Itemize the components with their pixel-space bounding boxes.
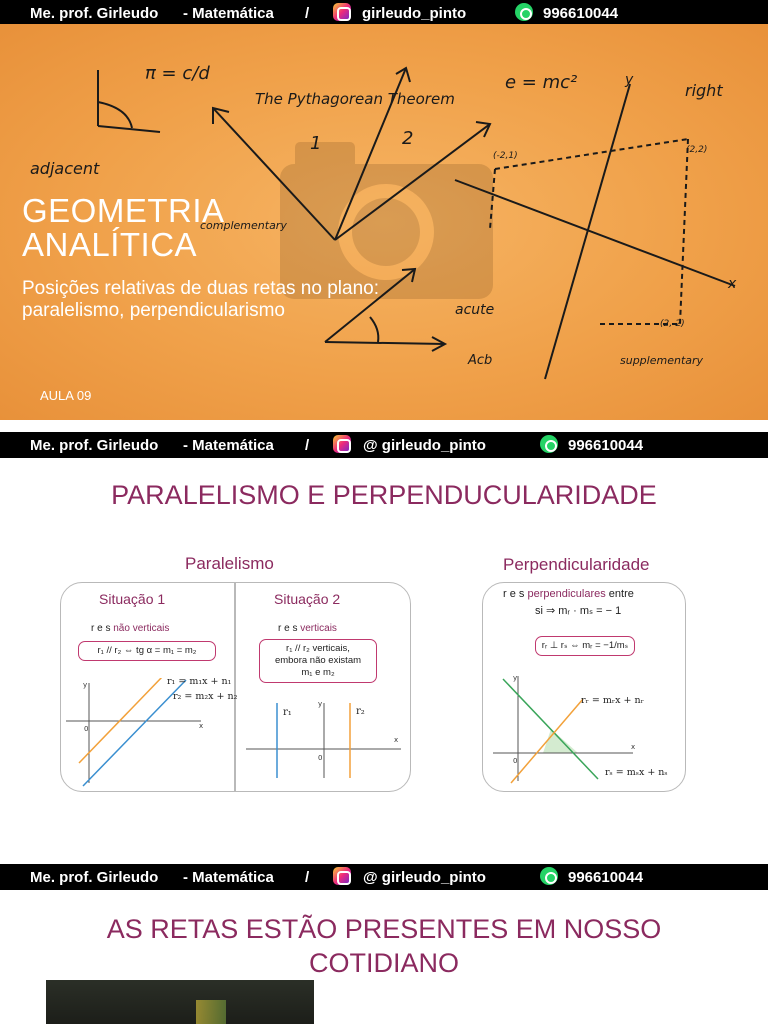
equation-rs: rₛ = mₛx + nₛ bbox=[605, 767, 668, 778]
phone-number[interactable]: 996610044 bbox=[568, 868, 644, 886]
y-axis-label: y bbox=[625, 72, 634, 88]
right-label: right bbox=[685, 81, 723, 100]
perpendicular-box bbox=[482, 582, 686, 792]
parallel-box bbox=[60, 582, 411, 792]
subject-label: - Matemática bbox=[183, 4, 274, 22]
y-label-1: y bbox=[83, 681, 88, 689]
situation-2-note: r₁ // r₂ verticais, embora não existam m₁ e m₂ bbox=[259, 639, 377, 683]
teacher-name: Me. prof. Girleudo bbox=[30, 4, 159, 22]
instagram-icon bbox=[333, 867, 351, 885]
content-slide bbox=[0, 458, 768, 858]
origin-label-3: 0 bbox=[513, 757, 518, 765]
lesson-number: AULA 09 bbox=[40, 388, 92, 403]
parallel-heading: Paralelismo bbox=[185, 554, 274, 573]
instagram-icon bbox=[333, 3, 351, 21]
y-label-2: y bbox=[318, 700, 323, 708]
pi-formula: π = c/d bbox=[145, 63, 210, 84]
x-label-1: x bbox=[199, 722, 204, 730]
label-r1: r₁ bbox=[283, 707, 292, 718]
situation-1-title: Situação 1 bbox=[99, 591, 166, 607]
subject-label: - Matemática bbox=[183, 868, 274, 886]
equation-rr: rᵣ = mᵣx + nᵣ bbox=[581, 695, 644, 706]
teacher-name: Me. prof. Girleudo bbox=[30, 436, 159, 454]
complementary-label: complementary bbox=[200, 219, 287, 232]
separator: / bbox=[305, 436, 310, 454]
instagram-handle[interactable]: @ girleudo_pinto bbox=[363, 868, 486, 886]
x-label-2: x bbox=[394, 736, 399, 744]
slide-3-title: AS RETAS ESTÃO PRESENTES EM NOSSO COTIDIANO bbox=[106, 914, 662, 978]
situation-1-formula: r₁ // r₂ ⇔ tg α = m₁ = m₂ bbox=[78, 641, 216, 661]
phone-number[interactable]: 996610044 bbox=[543, 4, 619, 22]
photo-highlight bbox=[196, 1000, 226, 1024]
emc2-label: e = mc² bbox=[505, 72, 578, 93]
whatsapp-icon bbox=[540, 867, 558, 885]
perp-formula: rᵣ ⊥ rₛ ⇔ mᵣ = −1/mₛ bbox=[535, 636, 635, 656]
supplementary-label: supplementary bbox=[620, 354, 704, 367]
origin-label-2: 0 bbox=[318, 754, 323, 762]
instagram-icon bbox=[333, 435, 351, 453]
situation-2-title: Situação 2 bbox=[274, 591, 341, 607]
cover-title bbox=[22, 194, 225, 262]
teacher-name: Me. prof. Girleudo bbox=[30, 868, 159, 886]
arrow-label-1: 1 bbox=[310, 133, 322, 154]
perp-condition-line2: si ⇒ mᵣ · mₛ = − 1 bbox=[535, 605, 622, 617]
header-banner-2 bbox=[0, 432, 768, 458]
point-label-2: (2,2) bbox=[686, 145, 708, 155]
instagram-handle[interactable]: girleudo_pinto bbox=[362, 4, 467, 22]
cover-subtitle: Posições relativas de duas retas no plano: paralelismo, perpendicularismo bbox=[22, 278, 379, 321]
whatsapp-icon bbox=[540, 435, 558, 453]
origin-label-1: 0 bbox=[84, 725, 89, 733]
situation-2-condition: r e s verticais bbox=[278, 623, 337, 634]
x-label-3: x bbox=[631, 743, 636, 751]
whatsapp-icon bbox=[515, 3, 533, 21]
camera-watermark-icon bbox=[280, 142, 493, 299]
equation-r2: r₂ = m₂x + n₂ bbox=[173, 691, 238, 702]
acb-label: Acb bbox=[468, 353, 493, 368]
pythagorean-label: The Pythagorean Theorem bbox=[255, 90, 455, 108]
situation-2-graph bbox=[236, 678, 411, 788]
cover-title-line1: GEOMETRIA bbox=[22, 192, 225, 229]
everyday-slide bbox=[0, 892, 768, 1024]
cover-slide bbox=[0, 24, 768, 420]
header-banner bbox=[0, 0, 768, 26]
cover-title-line2: ANALÍTICA bbox=[22, 226, 198, 263]
arrow-label-2: 2 bbox=[402, 128, 414, 149]
equation-r1: r₁ = m₁x + n₁ bbox=[167, 676, 232, 687]
subject-label: - Matemática bbox=[183, 436, 274, 454]
phone-number[interactable]: 996610044 bbox=[568, 436, 644, 454]
slide-title: PARALELISMO E PERPENDUCULARIDADE bbox=[111, 480, 657, 510]
point-label-1: (-2,1) bbox=[493, 151, 518, 161]
x-axis-label: x bbox=[728, 276, 737, 292]
everyday-photo bbox=[46, 980, 314, 1024]
situation-1-condition: r e s não verticais bbox=[91, 623, 170, 634]
label-r2: r₂ bbox=[356, 706, 365, 717]
acute-label: acute bbox=[455, 302, 495, 318]
perp-condition-line1: r e s perpendiculares entre bbox=[503, 588, 634, 600]
adjacent-label: adjacent bbox=[30, 159, 100, 178]
y-label-3: y bbox=[513, 674, 518, 682]
header-banner-3 bbox=[0, 864, 768, 890]
instagram-handle[interactable]: @ girleudo_pinto bbox=[363, 436, 486, 454]
perp-heading: Perpendicularidade bbox=[503, 555, 650, 574]
point-label-3: (2,-2) bbox=[660, 319, 685, 329]
separator: / bbox=[305, 4, 310, 22]
separator: / bbox=[305, 868, 310, 886]
